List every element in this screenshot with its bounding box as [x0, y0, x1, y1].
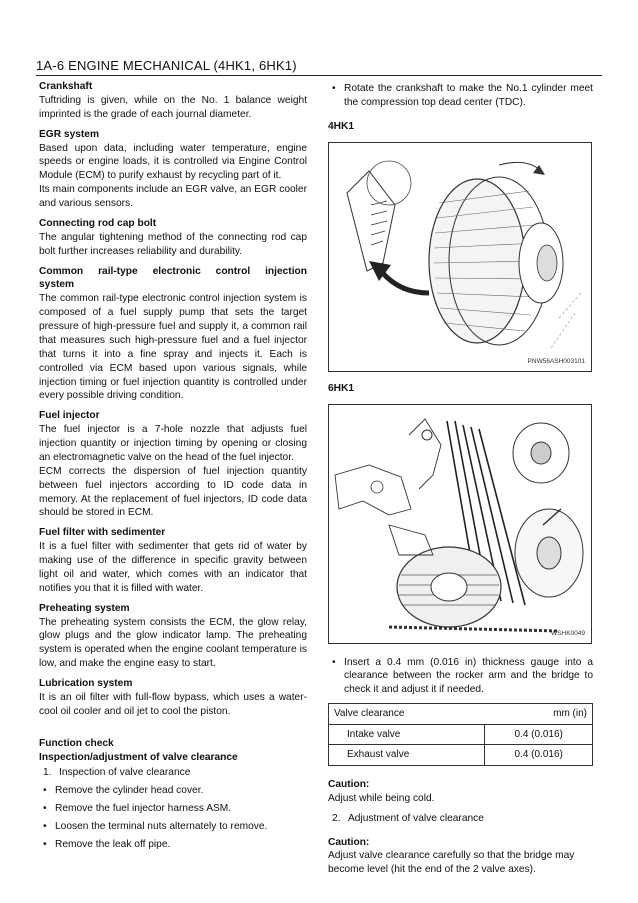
title-word: electronic	[152, 265, 201, 277]
figure-code: WSHK0049	[551, 629, 585, 637]
right-column	[328, 80, 593, 883]
list-item: • Insert a 0.4 mm (0.016 in) thickness gauge into a clearance between the rocker arm and the bridge to check it and adjust it if needed.	[328, 656, 593, 698]
title-word: rail-type	[98, 265, 138, 277]
section-conrod	[39, 217, 307, 259]
section-body: The angular tightening method of the connecting rod cap bolt further increases reliability and durability.	[39, 231, 307, 257]
section-title-cont: system	[39, 279, 75, 291]
valve-clearance-table	[328, 703, 593, 766]
section-function-check	[39, 737, 307, 852]
section-title: Fuel filter with sedimenter	[39, 527, 166, 539]
list-item: • Remove the cylinder head cover.	[39, 784, 307, 798]
section-egr	[39, 128, 307, 211]
table-row	[329, 745, 593, 766]
section-body: Based upon data, including water temperature, engine speeds or engine loads, it is controlled via Engine Control Module (ECM) to purify exhaust by recycling part of it.	[39, 142, 307, 182]
section-title: Crankshaft	[39, 81, 93, 92]
caution-bridge	[328, 836, 593, 878]
section-title: Fuel injector	[39, 410, 100, 422]
header-rule	[36, 75, 602, 76]
figure-4hk1-crank-pulley	[328, 142, 592, 372]
step-number: 1.	[43, 767, 52, 779]
section-subtitle: Inspection/adjustment of valve clearance	[39, 751, 238, 763]
section-body: ECM corrects the dispersion of fuel injection quantity between fuel injectors according to ID code data in memory. At the replacement of fuel injectors, ID code data should be stored in ECM.	[39, 465, 307, 519]
crank-pulley-illustration	[329, 143, 591, 371]
section-title: Lubrication system	[39, 678, 133, 689]
page-header: 1A-6 ENGINE MECHANICAL (4HK1, 6HK1)	[36, 58, 297, 73]
caution-body: Adjust while being cold.	[328, 792, 435, 804]
section-crankshaft	[39, 80, 307, 122]
caution-body: Adjust valve clearance carefully so that the bridge may become level (hit the end of the 2 valve axes).	[328, 850, 575, 876]
section-body: The preheating system consists the ECM, the glow relay, glow plugs and the glow indicator lamp. The preheating system is operated when the engine coolant temperature is low, and make the engine easy to start.	[39, 616, 307, 670]
figure-label-4hk1: 4HK1	[328, 120, 355, 132]
section-title: Function check	[39, 737, 114, 749]
list-item: • Remove the leak off pipe.	[39, 838, 307, 852]
caution-title: Caution:	[328, 778, 370, 790]
step-item	[39, 766, 307, 780]
section-body: It is a fuel filter with sedimenter that gets rid of water by making use of the difference in specific gravity between light oil and water, which comes with an indicator that notifies you that it is filled with water.	[39, 541, 307, 594]
table-header-cell	[329, 704, 593, 725]
section-fuel-injector	[39, 409, 307, 520]
table-row	[329, 724, 593, 745]
table-cell-label: Intake valve	[329, 724, 485, 745]
section-body: The fuel injector is a 7-hole nozzle that adjusts fuel injection quantity or injection timing by opening or closing an electromagnetic valve on the head of the fuel injector.	[39, 424, 307, 463]
list-item: • Loosen the terminal nuts alternately to remove.	[39, 820, 307, 834]
left-column	[39, 80, 307, 858]
step-text: Inspection of valve clearance	[59, 767, 191, 779]
section-lubrication	[39, 677, 307, 719]
figure-code: PNW56ASH003101	[527, 357, 585, 365]
figure-label-6hk1: 6HK1	[328, 382, 355, 394]
caution-title: Caution:	[328, 836, 370, 848]
step-item	[328, 812, 593, 826]
section-title	[39, 265, 307, 279]
section-fuel-filter	[39, 526, 307, 595]
section-body: Its main components include an EGR valve, an EGR cooler and various sensors.	[39, 184, 307, 209]
title-word: injection	[265, 265, 307, 277]
section-title: Connecting rod cap bolt	[39, 217, 157, 229]
table-cell-value: 0.4 (0.016)	[485, 724, 593, 745]
step-number: 2.	[332, 812, 341, 824]
table-cell-label: Exhaust valve	[329, 745, 485, 766]
section-body: Tuftriding is given, while on the No. 1 balance weight imprinted is the grade of each journal diameter.	[39, 94, 307, 120]
caution-cold	[328, 778, 593, 806]
section-body: The common rail-type electronic control injection system is composed of a fuel supply pump that sets the target pressure of high-pressure fuel and supply it, a common rail that measures such high-pressure fuel and a fuel injector that turns it into a fine spray and injects it. Each is controlled via ECM based upon various signals, while injection timing or fuel injection quantity is controlled under every possible driving condition.	[39, 293, 307, 402]
figure-6hk1-engine-front	[328, 404, 592, 644]
table-header-label: Valve clearance	[334, 708, 405, 720]
section-body: It is an oil filter with full-flow bypass, which uses a water-cool oil cooler and oil jet to cool the piston.	[39, 691, 307, 717]
list-item: • Rotate the crankshaft to make the No.1 cylinder meet the compression top dead center (TDC).	[328, 82, 593, 110]
table-header-unit: mm (in)	[553, 708, 587, 720]
list-item: • Remove the fuel injector harness ASM.	[39, 802, 307, 816]
section-title: EGR system	[39, 128, 100, 140]
title-word: Common	[39, 265, 84, 277]
section-preheating	[39, 602, 307, 671]
table-cell-value: 0.4 (0.016)	[485, 745, 593, 766]
title-word: control	[215, 265, 251, 277]
step-text: Adjustment of valve clearance	[348, 812, 484, 824]
section-common-rail	[39, 265, 307, 404]
section-title: Preheating system	[39, 602, 130, 614]
table-header-row	[329, 704, 593, 725]
engine-front-illustration	[329, 405, 591, 643]
